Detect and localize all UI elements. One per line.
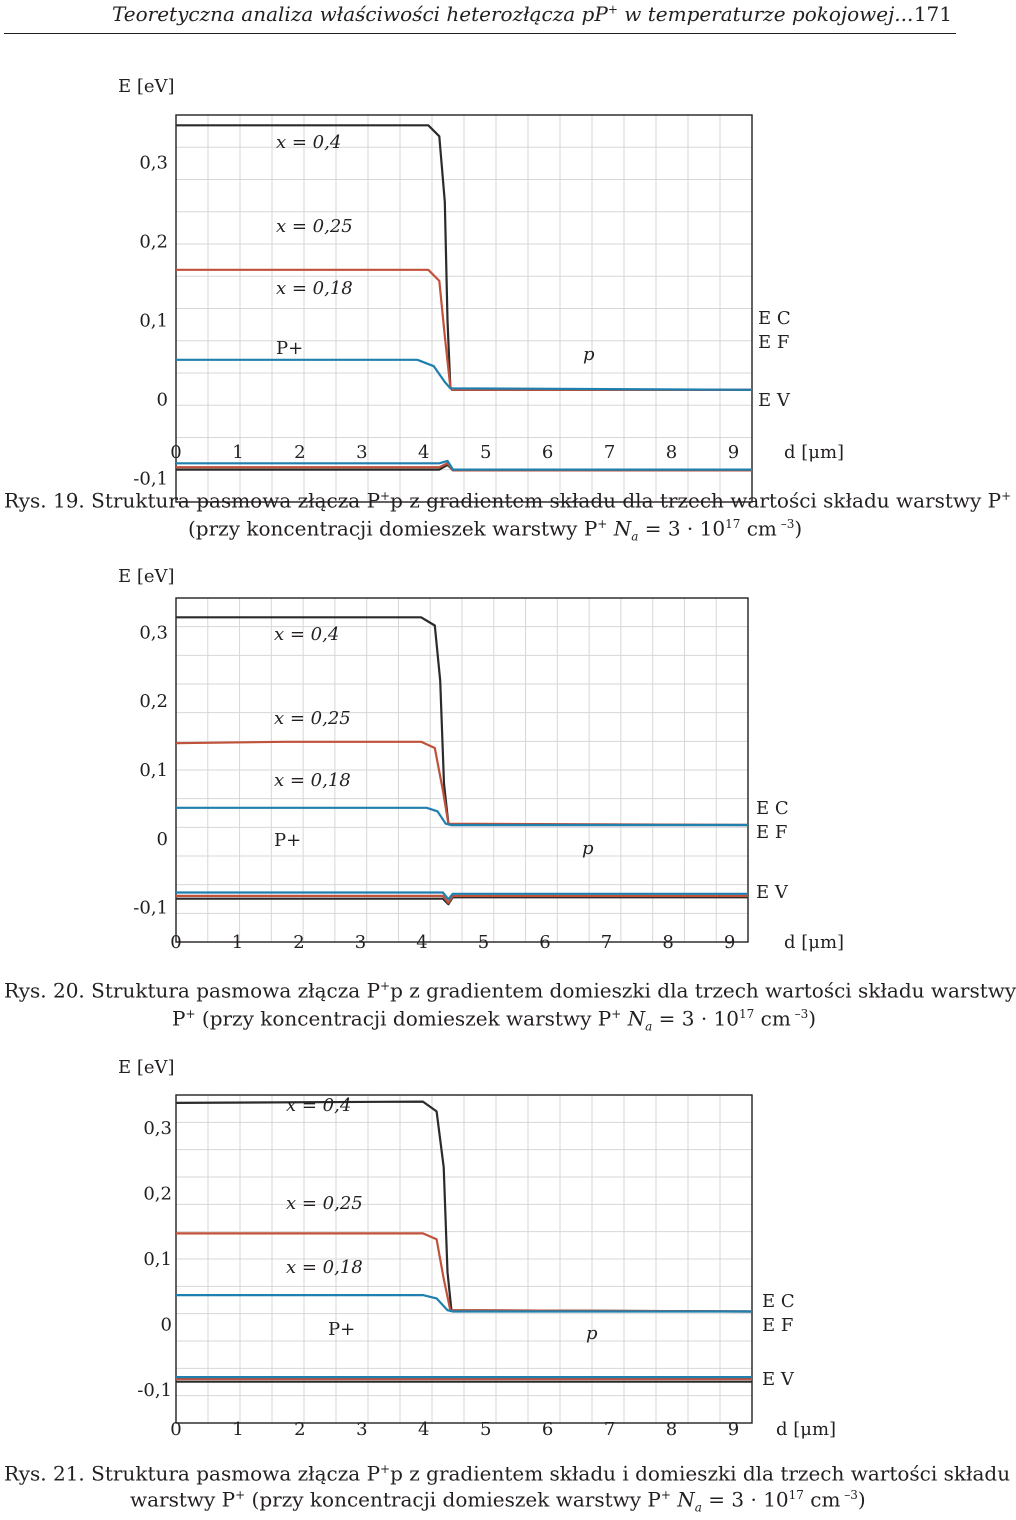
- y-tick-label: 0: [156, 828, 168, 850]
- x-tick-label: 7: [600, 932, 613, 953]
- x-tick-label: 7: [603, 1419, 616, 1440]
- curve-label: x = 0,25: [286, 1193, 363, 1214]
- grid: [176, 598, 748, 942]
- x-tick-label: 0: [170, 1419, 182, 1440]
- x-tick-label: 2: [294, 442, 306, 463]
- chart-fig20: [0, 560, 960, 970]
- x-tick-label: 6: [541, 1419, 554, 1440]
- region-label: p: [583, 344, 595, 365]
- curve-label: x = 0,4: [286, 1095, 352, 1116]
- caption-fig19: Rys. 19. Struktura pasmowa złącza P+p z gradientem składu dla trzech wartości składu warstwy P+: [4, 488, 1012, 513]
- y-tick-label: 0,1: [139, 760, 168, 781]
- x-tick-label: 5: [477, 932, 490, 953]
- y-tick-label: 0,1: [143, 1249, 172, 1270]
- y-tick-label: 0,2: [139, 231, 168, 253]
- x-tick-label: 5: [479, 1419, 492, 1440]
- running-title: Teoretyczna analiza właściwości heterozłącza pP+ w temperaturze pokojowej...: [112, 2, 914, 26]
- x-tick-label: 4: [416, 932, 428, 953]
- x-tick-label: 4: [418, 1419, 430, 1440]
- x-tick-label: 8: [662, 932, 674, 953]
- y-tick-label: 0: [156, 389, 168, 411]
- x-tick-label: 3: [356, 442, 368, 463]
- x-axis-label: d [μm]: [776, 1419, 837, 1440]
- band-label: E V: [758, 390, 790, 411]
- region-label: P+: [328, 1319, 356, 1340]
- curve-label: x = 0,25: [276, 216, 353, 237]
- band-label: E F: [762, 1315, 794, 1336]
- y-tick-label: 0,3: [139, 152, 168, 174]
- y-tick-label: 0,3: [143, 1117, 172, 1139]
- page-number: 171: [913, 2, 952, 26]
- x-tick-label: 2: [294, 1419, 306, 1440]
- y-tick-label: -0,1: [133, 897, 168, 919]
- x-tick-label: 6: [541, 442, 554, 463]
- y-tick-label: -0,1: [137, 1380, 172, 1402]
- band-label: E C: [756, 798, 789, 819]
- band-label: E V: [762, 1369, 794, 1390]
- band-label: E C: [758, 308, 791, 329]
- curve-label: x = 0,25: [274, 708, 351, 729]
- region-label: p: [582, 838, 594, 859]
- chart-fig21: [0, 1055, 960, 1460]
- y-tick-label: -0,1: [133, 468, 168, 490]
- y-axis-label: E [eV]: [118, 76, 175, 97]
- caption-fig20-line2: P+ (przy koncentracji domieszek warstwy P+ $N_a = 3 \cdot 10^{17}$ cm $^{-3}$): [172, 1006, 817, 1034]
- curve-label: x = 0,4: [276, 132, 342, 153]
- y-axis-label: E [eV]: [118, 566, 175, 587]
- caption-fig21: Rys. 21. Struktura pasmowa złącza P+p z gradientem składu i domieszki dla trzech wartości składu: [4, 1461, 1011, 1486]
- x-tick-label: 5: [479, 442, 492, 463]
- curve-label: x = 0,18: [286, 1257, 363, 1278]
- x-tick-label: 7: [603, 442, 616, 463]
- x-tick-label: 4: [418, 442, 430, 463]
- figure-21: [0, 1055, 1011, 1515]
- region-label: p: [586, 1323, 598, 1344]
- band-label: E C: [762, 1291, 795, 1312]
- x-tick-label: 3: [354, 932, 367, 953]
- curve-label: x = 0,18: [276, 278, 353, 299]
- band-label: E V: [756, 882, 788, 903]
- y-tick-label: 0,2: [143, 1183, 172, 1205]
- x-tick-label: 2: [293, 932, 305, 953]
- x-tick-label: 0: [170, 442, 182, 463]
- x-tick-label: 6: [539, 932, 551, 953]
- caption-fig20: Rys. 20. Struktura pasmowa złącza P+p z gradientem domieszki dla trzech wartości składu warstwy: [4, 978, 1016, 1003]
- header-rule: [4, 33, 956, 34]
- curve-label: x = 0,18: [274, 770, 351, 791]
- x-tick-label: 9: [727, 442, 740, 463]
- grid: [176, 1095, 752, 1423]
- figure-19: [0, 70, 1012, 544]
- running-header: [0, 0, 960, 34]
- region-label: P+: [276, 338, 304, 359]
- band-label: E F: [756, 822, 788, 843]
- x-axis-label: d [μm]: [784, 442, 845, 463]
- x-tick-label: 0: [170, 932, 182, 953]
- y-tick-label: 0,3: [139, 622, 168, 644]
- y-tick-label: 0,2: [139, 691, 168, 713]
- figure-20: [0, 560, 1016, 1035]
- x-tick-label: 9: [727, 1419, 740, 1440]
- chart-fig19: [0, 70, 960, 490]
- y-tick-label: 0,1: [139, 310, 168, 332]
- caption-fig19-line2: (przy koncentracji domieszek warstwy P+ $N_a = 3 \cdot 10^{17}$ cm $^{-3}$): [188, 516, 803, 544]
- x-axis-label: d [μm]: [784, 932, 845, 953]
- y-tick-label: 0: [160, 1314, 172, 1336]
- x-tick-label: 9: [723, 932, 736, 953]
- caption-fig21-line2: warstwy P+ (przy koncentracji domieszek warstwy P+ $N_a = 3 \cdot 10^{17}$ cm $^{-3}$): [130, 1487, 866, 1515]
- band-label: E F: [758, 332, 790, 353]
- y-axis-label: E [eV]: [118, 1057, 175, 1078]
- x-tick-label: 1: [232, 1419, 244, 1440]
- x-tick-label: 3: [356, 1419, 368, 1440]
- x-tick-label: 1: [232, 442, 244, 463]
- curve-label: x = 0,4: [274, 624, 340, 645]
- region-label: P+: [274, 830, 302, 851]
- x-tick-label: 8: [665, 1419, 678, 1440]
- x-tick-label: 8: [665, 442, 678, 463]
- x-tick-label: 1: [231, 932, 244, 953]
